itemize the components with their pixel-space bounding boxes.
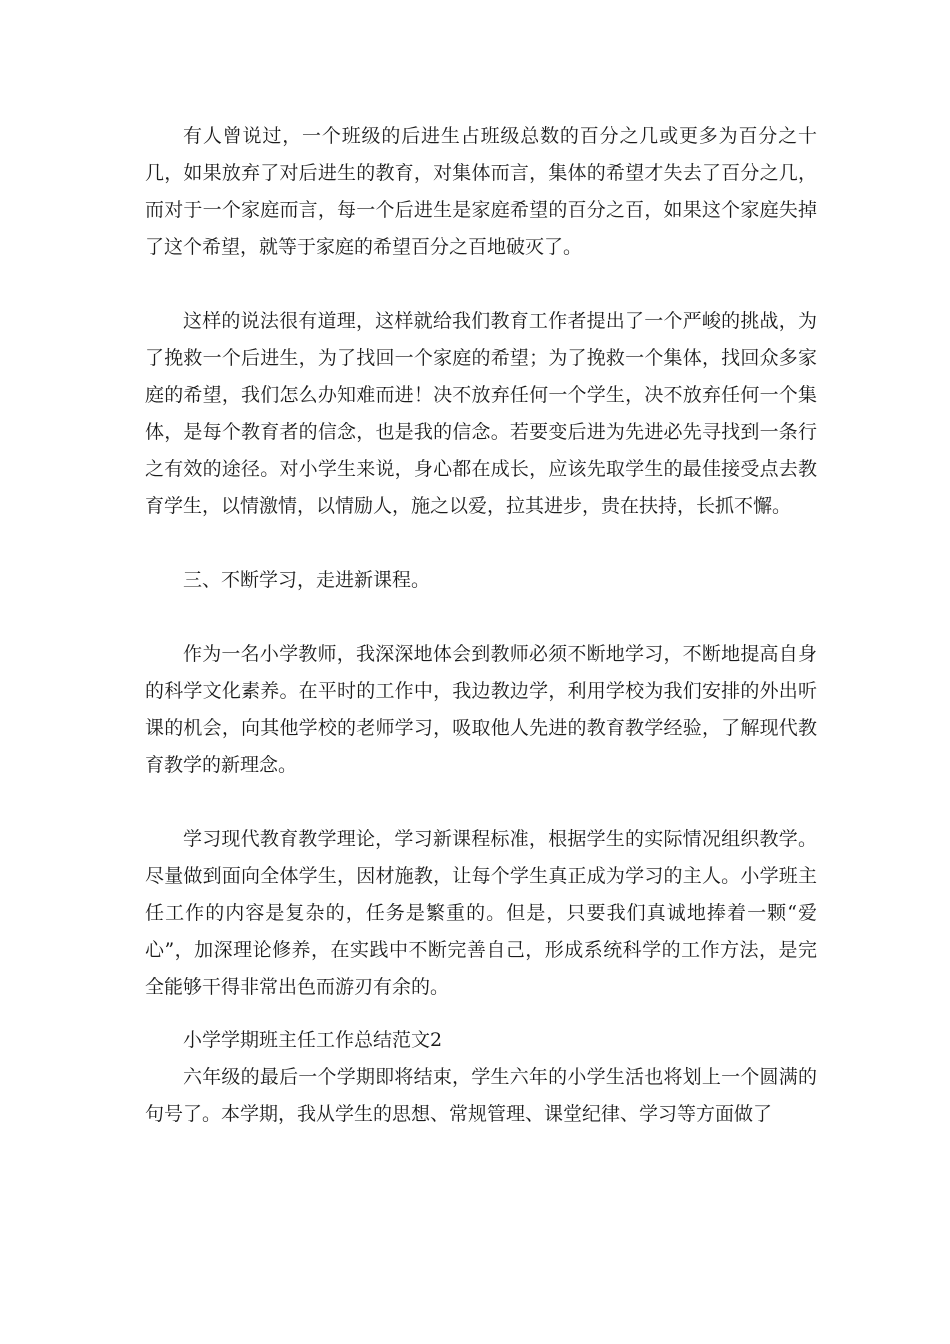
paragraph-modern-theory: 学习现代教育教学理论，学习新课程标准，根据学生的实际情况组织教学。尽量做到面向全体学生，因材施教，让每个学生真正成为学习的主人。小学班主任工作的内容是复杂的，任务是繁重的。但是，只要我们真诚地捧着一颗“爱心”，加深理论修养，在实践中不断完善自己，形成系统科学的工作方法，是完全能够干得非常出色而游刃有余的。 [145, 828, 817, 998]
article-title-2: 小学学期班主任工作总结范文2 [183, 1029, 443, 1051]
section-heading-learning: 三、不断学习，走进新课程。 [183, 569, 431, 591]
paragraph-teacher-learning: 作为一名小学教师，我深深地体会到教师必须不断地学习，不断地提高自身的科学文化素养。在平时的工作中，我边教边学，利用学校为我们安排的外出听课的机会，向其他学校的老师学习，吸取他人先进的教育教学经验，了解现代教育教学的新理念。 [145, 643, 817, 776]
paragraph-challenge: 这样的说法很有道理，这样就给我们教育工作者提出了一个严峻的挑战，为了挽救一个后进生，为了找回一个家庭的希望；为了挽救一个集体，找回众多家庭的希望，我们怎么办知难而进！决不放弃任何一个学生，决不放弃任何一个集体，是每个教育者的信念，也是我的信念。若要变后进为先进必先寻找到一条行之有效的途径。对小学生来说，身心都在成长，应该先取学生的最佳接受点去教育学生，以情激情，以情励人，施之以爱，拉其进步，贵在扶持，长抓不懈。 [145, 310, 817, 517]
document-body [145, 118, 817, 1133]
paragraph-backward-students: 有人曾说过，一个班级的后进生占班级总数的百分之几或更多为百分之十几，如果放弃了对后进生的教育，对集体而言，集体的希望才失去了百分之几，而对于一个家庭而言，每一个后进生是家庭希望的百分之百，如果这个家庭失掉了这个希望，就等于家庭的希望百分之百地破灭了。 [145, 125, 817, 258]
paragraph-sixth-grade: 六年级的最后一个学期即将结束，学生六年的小学生活也将划上一个圆满的句号了。本学期，我从学生的思想、常规管理、课堂纪律、学习等方面做了 [145, 1066, 817, 1125]
